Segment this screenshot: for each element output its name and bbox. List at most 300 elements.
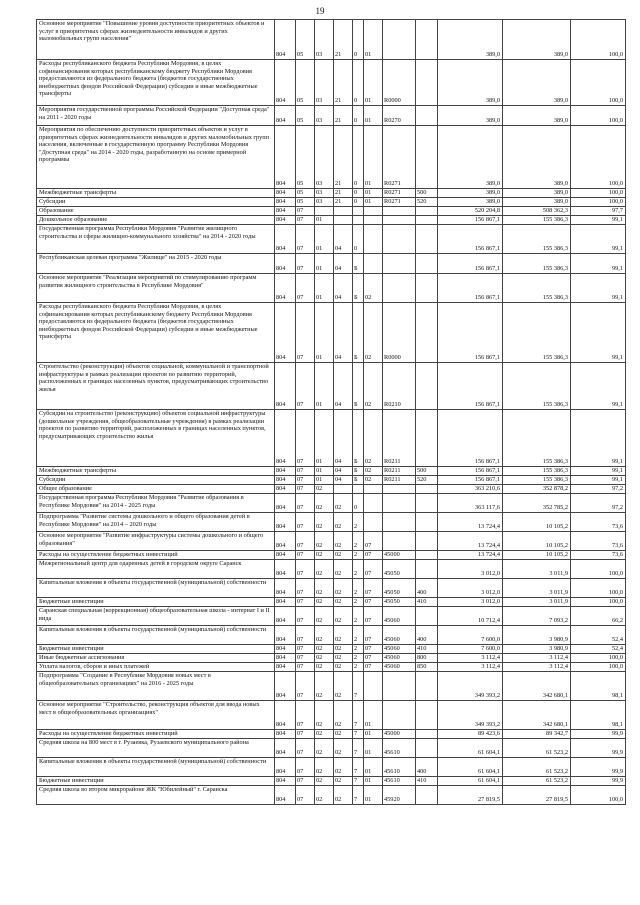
row-expense-type-code [416,513,438,532]
row-executed-amount: 61 523,2 [503,777,571,786]
row-subsection-code: 02 [315,579,334,598]
row-name: Бюджетные инвестиции [37,645,275,654]
row-name: Основное мероприятие "Повышение уровня доступности приоритетных объектов и услуг в приоритетных сферах жизнедеятельности инвалидов и других маломобильных групп населения" [37,20,275,60]
row-program-code: 04 [334,225,353,254]
row-program-code: 02 [334,701,353,730]
row-execution-percent: 100,0 [571,106,626,126]
row-program-code: 04 [334,467,353,476]
row-direction-code: 45610 [383,739,416,758]
row-subprogram-code: 7 [353,730,364,739]
row-name: Субсидии на строительство (реконструкцию) объектов социальной инфраструктуры (дошкольные учреждения, общеобразовательные учреждения) в рамках реализации проектов по развитию территорий, расположенных в границах населенных пунктов, предусматривающих строительство жилья [37,410,275,467]
row-direction-code [383,254,416,274]
row-activity-code: 07 [364,607,383,626]
row-activity-code: 07 [364,579,383,598]
row-ministry-code: 804 [275,216,296,225]
row-program-code: 02 [334,730,353,739]
row-planned-amount: 7 600,0 [438,645,503,654]
row-ministry-code: 804 [275,303,296,363]
row-program-code: 02 [334,654,353,663]
row-direction-code: R0000 [383,60,416,106]
row-name: Подпрограмма "Создание в Республике Мордовия новых мест в общеобразовательных организациях" на 2016 - 2025 годы [37,672,275,701]
row-ministry-code: 804 [275,254,296,274]
row-subsection-code: 01 [315,476,334,485]
row-direction-code [383,513,416,532]
row-subsection-code: 01 [315,274,334,303]
row-name: Средняя школа во втором микрорайоне ЖК "Юбилейный" г. Саранска [37,786,275,805]
row-subsection-code: 01 [315,303,334,363]
row-activity-code: 07 [364,663,383,672]
row-expense-type-code [416,494,438,513]
row-planned-amount: 13 724,4 [438,551,503,560]
row-expense-type-code: 400 [416,758,438,777]
row-planned-amount: 7 600,0 [438,626,503,645]
row-name: Государственная программа Республики Мордовия "Развитие жилищного строительства и сферы жилищно-коммунального хозяйства" на 2014 - 2020 годы [37,225,275,254]
row-subsection-code: 03 [315,189,334,198]
row-planned-amount: 3 012,0 [438,598,503,607]
row-execution-percent: 99,9 [571,777,626,786]
row-subprogram-code: Б [353,363,364,410]
row-execution-percent: 73,6 [571,551,626,560]
row-ministry-code: 804 [275,579,296,598]
row-name: Уплата налогов, сборов и иных платежей [37,663,275,672]
row-activity-code: 01 [364,20,383,60]
row-program-code: 04 [334,303,353,363]
row-expense-type-code [416,254,438,274]
row-subsection-code: 01 [315,216,334,225]
row-name: Межбюджетные трансферты [37,189,275,198]
table-row [37,560,626,579]
row-section-code: 07 [296,786,315,805]
table-row [37,476,626,485]
row-activity-code: 01 [364,739,383,758]
row-ministry-code: 804 [275,274,296,303]
table-row [37,216,626,225]
row-ministry-code: 804 [275,654,296,663]
row-subprogram-code: 2 [353,645,364,654]
row-executed-amount: 155 386,3 [503,225,571,254]
row-subsection-code: 03 [315,198,334,207]
row-section-code: 07 [296,410,315,467]
row-section-code: 07 [296,654,315,663]
row-subsection-code: 02 [315,494,334,513]
row-ministry-code: 804 [275,126,296,189]
row-execution-percent: 100,0 [571,663,626,672]
row-activity-code [364,216,383,225]
row-subprogram-code: 7 [353,777,364,786]
row-name: Капитальные вложения в объекты государственной (муниципальной) собственности [37,626,275,645]
row-direction-code: 45050 [383,579,416,598]
row-expense-type-code [416,207,438,216]
row-executed-amount: 89 342,7 [503,730,571,739]
row-section-code: 07 [296,758,315,777]
row-subsection-code: 02 [315,513,334,532]
row-activity-code: 07 [364,645,383,654]
row-subsection-code: 02 [315,777,334,786]
row-ministry-code: 804 [275,513,296,532]
row-subprogram-code [353,207,364,216]
row-program-code: 02 [334,494,353,513]
row-activity-code: 07 [364,532,383,551]
row-activity-code [364,225,383,254]
row-executed-amount: 508 362,3 [503,207,571,216]
row-execution-percent: 100,0 [571,126,626,189]
row-program-code: 21 [334,20,353,60]
row-expense-type-code: 400 [416,579,438,598]
row-direction-code: 45060 [383,654,416,663]
row-program-code: 02 [334,579,353,598]
row-ministry-code: 804 [275,701,296,730]
row-direction-code: 45920 [383,786,416,805]
row-ministry-code: 804 [275,225,296,254]
row-executed-amount: 342 680,1 [503,701,571,730]
row-activity-code [364,485,383,494]
row-section-code: 05 [296,20,315,60]
row-name: Субсидии [37,476,275,485]
row-activity-code: 07 [364,654,383,663]
row-subprogram-code: 2 [353,607,364,626]
row-execution-percent: 52,4 [571,626,626,645]
row-planned-amount: 156 867,1 [438,254,503,274]
row-expense-type-code [416,786,438,805]
row-executed-amount: 3 011,9 [503,579,571,598]
row-expense-type-code: 500 [416,467,438,476]
row-subsection-code: 02 [315,485,334,494]
row-direction-code [383,274,416,303]
table-row [37,106,626,126]
row-execution-percent: 100,0 [571,20,626,60]
row-program-code [334,485,353,494]
page-number: 19 [315,6,325,16]
row-direction-code [383,672,416,701]
row-subsection-code: 03 [315,126,334,189]
row-subsection-code: 02 [315,654,334,663]
row-ministry-code: 804 [275,730,296,739]
row-section-code: 05 [296,126,315,189]
row-planned-amount: 156 867,1 [438,410,503,467]
table-row [37,579,626,598]
row-section-code: 07 [296,730,315,739]
row-subsection-code [315,207,334,216]
row-execution-percent: 73,6 [571,513,626,532]
row-expense-type-code: 850 [416,663,438,672]
row-subprogram-code: 7 [353,672,364,701]
row-ministry-code: 804 [275,672,296,701]
row-activity-code: 01 [364,730,383,739]
row-expense-type-code [416,20,438,60]
row-planned-amount: 3 012,0 [438,560,503,579]
table-row [37,672,626,701]
row-expense-type-code [416,532,438,551]
row-name: Мероприятия государственной программы Российской Федерации "Доступная среда" на 2011 - 2020 годы [37,106,275,126]
row-program-code: 02 [334,672,353,701]
table-row [37,198,626,207]
row-section-code: 07 [296,672,315,701]
row-direction-code [383,225,416,254]
row-subprogram-code: Б [353,274,364,303]
table-row [37,607,626,626]
table-row [37,20,626,60]
row-executed-amount: 389,0 [503,126,571,189]
row-name: Образование [37,207,275,216]
row-section-code: 07 [296,207,315,216]
row-ministry-code: 804 [275,607,296,626]
row-subprogram-code: Б [353,467,364,476]
row-direction-code: R0271 [383,189,416,198]
row-executed-amount: 155 386,3 [503,274,571,303]
row-ministry-code: 804 [275,551,296,560]
row-name: Средняя школа на 800 мест в г. Рузаевка, Рузаевского муниципального района [37,739,275,758]
row-ministry-code: 804 [275,207,296,216]
table-row [37,225,626,254]
row-direction-code [383,20,416,60]
row-ministry-code: 804 [275,739,296,758]
row-execution-percent: 99,1 [571,476,626,485]
table-row [37,60,626,106]
row-program-code: 02 [334,758,353,777]
row-name: Расходы республиканского бюджета Республики Мордовия, в целях софинансирования которых республиканскому бюджету Республики Мордовия предоставляются из федерального бюджета (бюджетов государственных внебюджетных фондов Российской Федерации) субсидии и иные межбюджетные трансферты [37,303,275,363]
row-ministry-code: 804 [275,626,296,645]
table-row [37,598,626,607]
row-subprogram-code: 0 [353,60,364,106]
row-executed-amount: 342 680,1 [503,672,571,701]
row-section-code: 07 [296,274,315,303]
row-program-code: 04 [334,363,353,410]
row-name: Расходы республиканского бюджета Республики Мордовия, в целях софинансирования которых республиканскому бюджету Республики Мордовия предоставляются из федерального бюджета (бюджетов государственных внебюджетных фондов Российской Федерации) субсидии и иные межбюджетные трансферты [37,60,275,106]
row-direction-code: R0000 [383,303,416,363]
row-planned-amount: 389,0 [438,198,503,207]
row-subprogram-code: 2 [353,560,364,579]
row-execution-percent: 100,0 [571,60,626,106]
table-row [37,532,626,551]
row-expense-type-code [416,672,438,701]
table-row [37,254,626,274]
row-ministry-code: 804 [275,598,296,607]
row-subsection-code: 02 [315,672,334,701]
row-subsection-code: 01 [315,410,334,467]
row-expense-type-code [416,560,438,579]
row-activity-code: 01 [364,758,383,777]
row-activity-code: 07 [364,598,383,607]
row-execution-percent: 99,9 [571,739,626,758]
row-section-code: 07 [296,701,315,730]
row-ministry-code: 804 [275,60,296,106]
row-ministry-code: 804 [275,410,296,467]
row-executed-amount: 352 785,2 [503,494,571,513]
row-activity-code: 01 [364,189,383,198]
row-direction-code [383,701,416,730]
row-subprogram-code: 7 [353,701,364,730]
row-section-code: 07 [296,467,315,476]
row-ministry-code: 804 [275,560,296,579]
row-activity-code: 02 [364,303,383,363]
row-name: Государственная программа Республики Мордовия "Развитие образования в Республике Мордовия" на 2014 - 2025 годы [37,494,275,513]
row-name: Подпрограмма "Развитие системы дошкольного и общего образования детей в Республике Мордовия" на 2014 – 2020 годы [37,513,275,532]
row-planned-amount: 27 819,5 [438,786,503,805]
row-expense-type-code [416,485,438,494]
table-row [37,645,626,654]
row-subprogram-code: 2 [353,598,364,607]
row-activity-code [364,513,383,532]
row-direction-code: 45060 [383,626,416,645]
row-executed-amount: 389,0 [503,20,571,60]
row-planned-amount: 3 012,0 [438,579,503,598]
row-expense-type-code [416,303,438,363]
row-executed-amount: 10 105,2 [503,532,571,551]
table-row [37,363,626,410]
table-row [37,485,626,494]
row-subsection-code: 02 [315,758,334,777]
row-direction-code: 45060 [383,607,416,626]
row-subprogram-code: 2 [353,626,364,645]
row-activity-code [364,494,383,513]
row-planned-amount: 61 604,1 [438,758,503,777]
row-section-code: 07 [296,607,315,626]
row-planned-amount: 156 867,1 [438,274,503,303]
row-planned-amount: 389,0 [438,126,503,189]
row-section-code: 07 [296,476,315,485]
row-name: Строительство (реконструкция) объектов социальной, коммунальной и транспортной инфраструктуры в рамках реализации проектов по развитию территорий, расположенных в границах населенных пунктов, предусматривающих строительство жилья [37,363,275,410]
row-expense-type-code [416,551,438,560]
row-planned-amount: 13 724,4 [438,513,503,532]
row-planned-amount: 10 712,4 [438,607,503,626]
row-program-code: 21 [334,126,353,189]
row-executed-amount: 155 386,3 [503,363,571,410]
row-program-code: 02 [334,560,353,579]
row-subprogram-code: Б [353,254,364,274]
row-name: Иные бюджетные ассигнования [37,654,275,663]
row-section-code: 07 [296,739,315,758]
row-direction-code: 45060 [383,663,416,672]
row-activity-code: 01 [364,777,383,786]
row-name: Основное мероприятие "Развитие инфраструктуры системы дошкольного и общего образования" [37,532,275,551]
row-subprogram-code [353,485,364,494]
row-program-code: 02 [334,598,353,607]
row-program-code: 21 [334,198,353,207]
row-activity-code: 01 [364,198,383,207]
row-executed-amount: 27 819,5 [503,786,571,805]
row-executed-amount: 155 386,3 [503,476,571,485]
row-activity-code: 07 [364,626,383,645]
table-row [37,730,626,739]
row-subprogram-code: Б [353,303,364,363]
row-subprogram-code: 7 [353,739,364,758]
row-expense-type-code [416,607,438,626]
table-row [37,274,626,303]
row-subsection-code: 02 [315,560,334,579]
row-program-code: 02 [334,551,353,560]
row-section-code: 07 [296,225,315,254]
row-activity-code [364,672,383,701]
row-name: Расходы на осуществление бюджетных инвестиций [37,551,275,560]
row-expense-type-code: 410 [416,777,438,786]
row-executed-amount: 155 386,3 [503,254,571,274]
row-name: Капитальные вложения в объекты государственной (муниципальной) собственности [37,758,275,777]
row-program-code: 04 [334,410,353,467]
row-name: Республиканская целевая программа "Жилище" на 2015 - 2020 годы [37,254,275,274]
row-name: Капитальные вложения в объекты государственной (муниципальной) собственности [37,579,275,598]
row-direction-code: R0211 [383,467,416,476]
row-subsection-code: 01 [315,254,334,274]
row-planned-amount: 156 867,1 [438,363,503,410]
row-ministry-code: 804 [275,758,296,777]
row-program-code [334,207,353,216]
row-execution-percent: 98,1 [571,701,626,730]
row-program-code: 02 [334,645,353,654]
row-program-code: 04 [334,476,353,485]
row-expense-type-code: 410 [416,645,438,654]
row-name: Мероприятия по обеспечению доступности приоритетных объектов и услуг в приоритетных сферах жизнедеятельности инвалидов и других маломобильных групп населения, включенные в государственную программу Республики Мордовия "Доступная среда" на 2014 - 2020 годы, разработанную на основе примерной программы [37,126,275,189]
row-program-code: 21 [334,106,353,126]
row-expense-type-code [416,225,438,254]
row-activity-code: 02 [364,476,383,485]
row-subsection-code: 03 [315,60,334,106]
row-planned-amount: 61 604,1 [438,777,503,786]
row-subsection-code: 02 [315,626,334,645]
row-planned-amount: 349 393,2 [438,701,503,730]
row-direction-code: 45000 [383,730,416,739]
row-executed-amount: 61 523,2 [503,739,571,758]
row-subprogram-code: 2 [353,663,364,672]
row-ministry-code: 804 [275,663,296,672]
row-subprogram-code: Б [353,410,364,467]
row-direction-code [383,494,416,513]
row-program-code: 02 [334,739,353,758]
row-planned-amount: 89 423,6 [438,730,503,739]
row-section-code: 07 [296,551,315,560]
row-direction-code: 45610 [383,758,416,777]
row-execution-percent: 100,0 [571,189,626,198]
row-direction-code [383,207,416,216]
row-ministry-code: 804 [275,476,296,485]
row-activity-code: 01 [364,60,383,106]
row-subprogram-code: 2 [353,551,364,560]
row-executed-amount: 3 112,4 [503,663,571,672]
table-row [37,126,626,189]
row-activity-code: 01 [364,126,383,189]
row-subsection-code: 01 [315,225,334,254]
row-activity-code: 02 [364,363,383,410]
row-expense-type-code [416,126,438,189]
row-subprogram-code: Б [353,476,364,485]
row-subsection-code: 01 [315,467,334,476]
row-expense-type-code [416,274,438,303]
row-planned-amount: 156 867,1 [438,467,503,476]
row-execution-percent: 98,1 [571,672,626,701]
row-planned-amount: 520 204,8 [438,207,503,216]
table-body [37,20,626,805]
row-execution-percent: 66,2 [571,607,626,626]
table-row [37,467,626,476]
row-direction-code: 45050 [383,598,416,607]
row-direction-code: R0271 [383,126,416,189]
row-activity-code: 01 [364,786,383,805]
row-executed-amount: 389,0 [503,189,571,198]
row-ministry-code: 804 [275,485,296,494]
row-activity-code: 02 [364,467,383,476]
row-subprogram-code: 2 [353,532,364,551]
row-activity-code: 02 [364,410,383,467]
row-program-code: 02 [334,786,353,805]
row-subprogram-code: 2 [353,513,364,532]
row-executed-amount: 3 011,9 [503,560,571,579]
row-section-code: 07 [296,626,315,645]
row-name: Саранская специальная (коррекционная) общеобразовательная школа - интернат I и II вида [37,607,275,626]
row-activity-code: 07 [364,551,383,560]
row-planned-amount: 349 393,2 [438,672,503,701]
row-program-code: 02 [334,626,353,645]
row-ministry-code: 804 [275,532,296,551]
row-execution-percent: 99,1 [571,254,626,274]
